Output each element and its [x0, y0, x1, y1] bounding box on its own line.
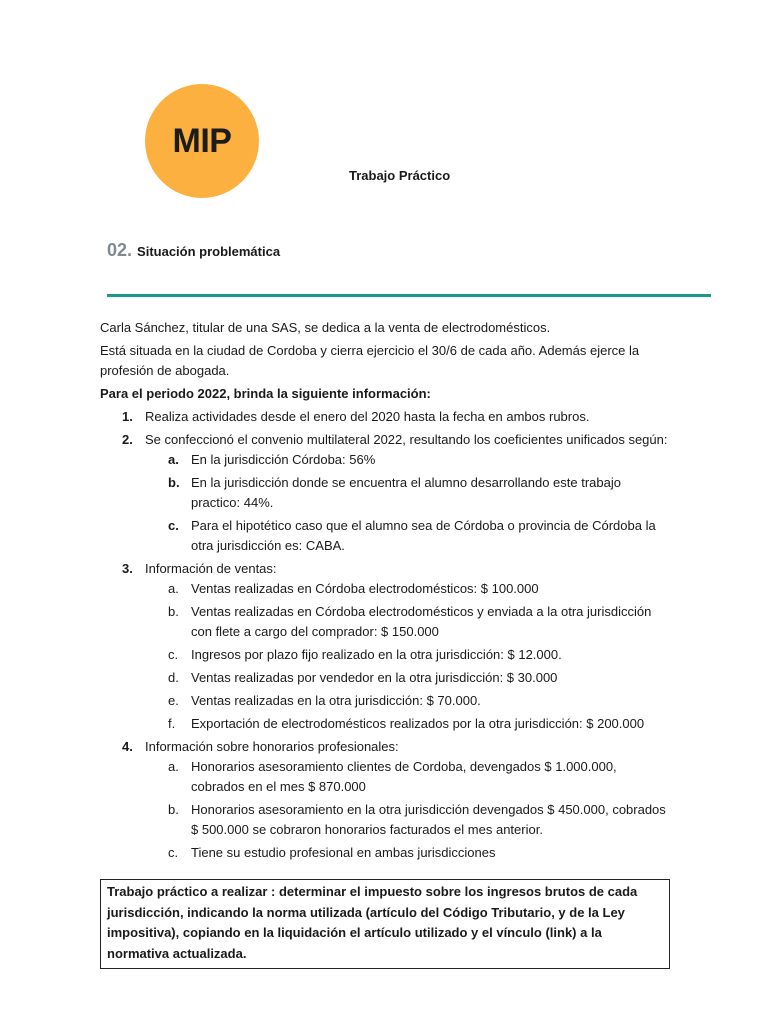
sub-list-text: Ventas realizadas en la otra jurisdicción: $ 70.000.	[191, 693, 481, 708]
sub-list	[145, 450, 670, 556]
document-body	[100, 318, 670, 866]
mip-logo	[145, 84, 259, 198]
sub-list-marker: b.	[168, 604, 179, 619]
sub-list	[145, 579, 670, 734]
sub-list-marker: b.	[168, 802, 179, 817]
document-title: Trabajo Práctico	[349, 168, 451, 183]
sub-list-item	[100, 800, 670, 840]
lead-paragraph: Para el periodo 2022, brinda la siguiente información:	[100, 386, 431, 401]
intro-paragraph: Está situada en la ciudad de Cordoba y cierra ejercicio el 30/6 de cada año. Además ejerce la profesión de abogada.	[100, 343, 640, 378]
sub-list-item	[100, 645, 670, 665]
list-marker: 1.	[122, 409, 133, 424]
list-item-text: Se confeccionó el convenio multilateral 2022, resultando los coeficientes unificados según:	[145, 432, 668, 447]
sub-list-marker: f.	[168, 716, 176, 731]
sub-list-item	[100, 691, 670, 711]
sub-list-marker: a.	[168, 581, 179, 596]
sub-list-text: Honorarios asesoramiento clientes de Cordoba, devengados $ 1.000.000, cobrados en el mes $ 870.000	[191, 759, 617, 794]
list-item	[100, 430, 670, 556]
sub-list-text: Exportación de electrodomésticos realizados por la otra jurisdicción: $ 200.000	[191, 716, 645, 731]
sub-list-item	[100, 450, 670, 470]
sub-list-item	[100, 757, 670, 797]
section-divider	[107, 294, 711, 297]
sub-list-item	[100, 516, 670, 556]
sub-list-marker: a.	[168, 759, 179, 774]
sub-list-marker: a.	[168, 452, 179, 467]
logo-text: MIP	[172, 121, 232, 160]
sub-list-marker: c.	[168, 845, 179, 860]
sub-list-item	[100, 843, 670, 863]
list-item	[100, 737, 670, 863]
list-marker: 2.	[122, 432, 133, 447]
section-number: 02.	[107, 240, 133, 260]
sub-list-text: Ventas realizadas por vendedor en la otra jurisdicción: $ 30.000	[191, 670, 558, 685]
section-heading	[107, 240, 280, 261]
assignment-box: Trabajo práctico a realizar : determinar el impuesto sobre los ingresos brutos de cada jurisdicción, indicando la norma utilizada (artículo del Código Tributario, y de la Ley impositiva), copiando en la liquidación el artículo utilizado y el vínculo (link) a la normativa actualizada.	[100, 879, 670, 969]
list-marker: 3.	[122, 561, 133, 576]
sub-list-text: Ventas realizadas en Córdoba electrodomésticos: $ 100.000	[191, 581, 539, 596]
list-item	[100, 407, 670, 427]
sub-list-text: En la jurisdicción donde se encuentra el alumno desarrollando este trabajo practico: 44%.	[191, 475, 621, 510]
sub-list-item	[100, 579, 670, 599]
list-marker: 4.	[122, 739, 133, 754]
list-item	[100, 559, 670, 734]
sub-list-text: En la jurisdicción Córdoba: 56%	[191, 452, 376, 467]
sub-list-text: Tiene su estudio profesional en ambas jurisdicciones	[191, 845, 496, 860]
sub-list-text: Honorarios asesoramiento en la otra jurisdicción devengados $ 450.000, cobrados $ 500.000 se cobraron honorarios facturados el mes anterior.	[191, 802, 666, 837]
sub-list	[145, 757, 670, 863]
sub-list-item	[100, 602, 670, 642]
sub-list-marker: d.	[168, 670, 179, 685]
sub-list-marker: b.	[168, 475, 180, 490]
list-item-text: Realiza actividades desde el enero del 2020 hasta la fecha en ambos rubros.	[145, 409, 590, 424]
sub-list-text: Para el hipotético caso que el alumno sea de Córdoba o provincia de Córdoba la otra jurisdicción es: CABA.	[191, 518, 656, 553]
sub-list-marker: c.	[168, 518, 179, 533]
list-item-text: Información sobre honorarios profesionales:	[145, 739, 399, 754]
sub-list-item	[100, 668, 670, 688]
sub-list-marker: e.	[168, 693, 179, 708]
sub-list-marker: c.	[168, 647, 179, 662]
intro-paragraph: Carla Sánchez, titular de una SAS, se dedica a la venta de electrodomésticos.	[100, 320, 551, 335]
sub-list-item	[100, 714, 670, 734]
sub-list-text: Ventas realizadas en Córdoba electrodomésticos y enviada a la otra jurisdicción con flete a cargo del comprador: $ 150.000	[191, 604, 652, 639]
information-list	[100, 407, 670, 863]
sub-list-text: Ingresos por plazo fijo realizado en la otra jurisdicción: $ 12.000.	[191, 647, 562, 662]
sub-list-item	[100, 473, 670, 513]
list-item-text: Información de ventas:	[145, 561, 277, 576]
section-title: Situación problemática	[137, 244, 281, 259]
